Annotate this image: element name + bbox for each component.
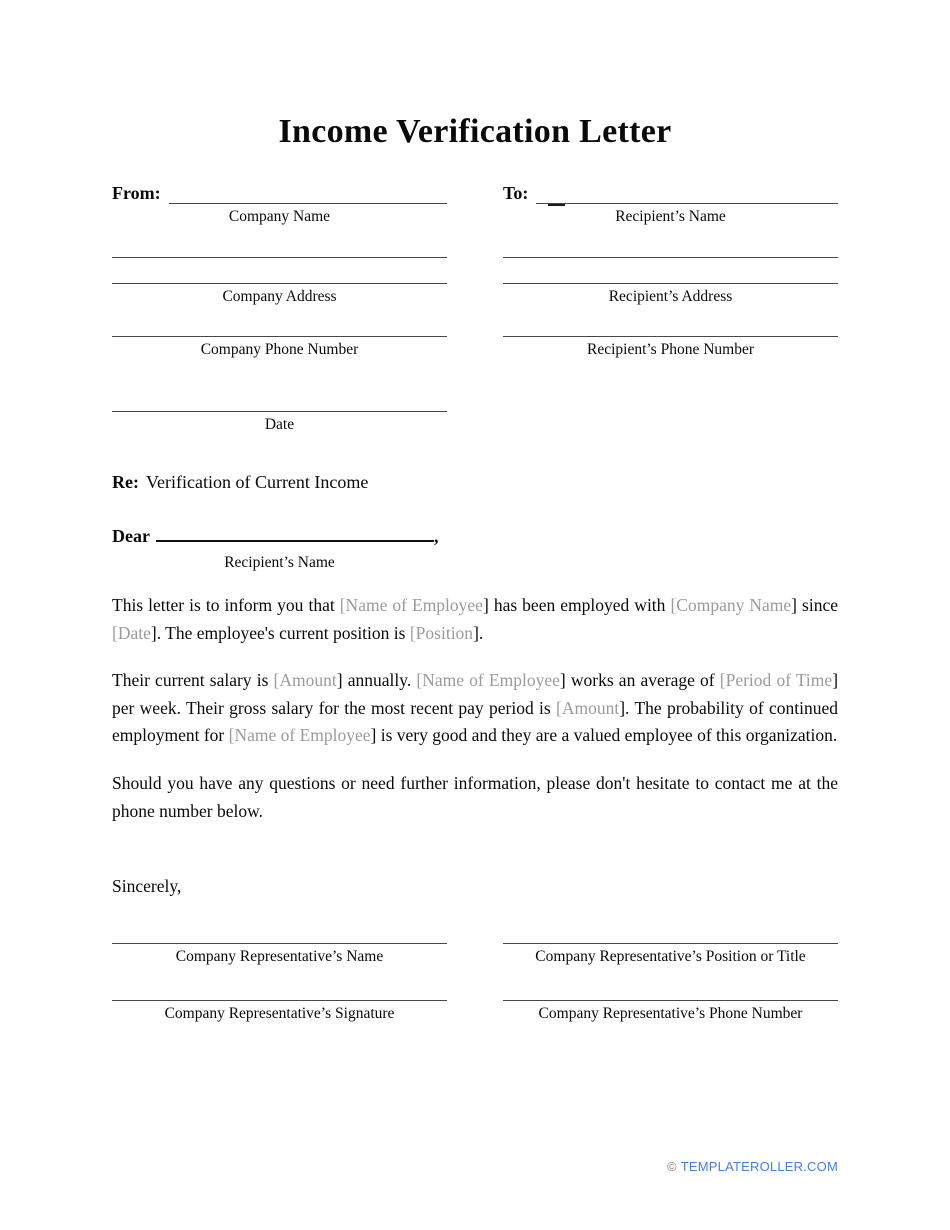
paragraph-salary: Their current salary is [Amount] annually. [Name of Employee] works an average of [Period of Time] per week. Their gross salary for the most recent pay period is [Amount]. The probability of continued employment for [Name of Employee] is very good and they are a valued employee of this organization.	[112, 670, 839, 746]
recipient-address-caption: Recipient’s Address	[608, 288, 733, 305]
date-line	[112, 359, 447, 412]
copyright-symbol: ©	[666, 1159, 677, 1174]
rep-position-field	[503, 941, 838, 966]
rep-position-line	[503, 941, 838, 944]
address-block	[112, 182, 838, 434]
from-row	[112, 182, 447, 204]
company-phone-caption: Company Phone Number	[200, 341, 359, 358]
rep-signature-line	[112, 998, 447, 1001]
rep-position-caption: Company Representative’s Position or Title	[535, 948, 806, 966]
date-caption: Date	[264, 416, 295, 433]
rep-signature-caption: Company Representative’s Signature	[164, 1005, 395, 1023]
recipient-address-line-2	[503, 258, 838, 284]
salutation-blank-line	[156, 540, 434, 542]
rep-signature-field	[112, 998, 447, 1023]
footer	[667, 1159, 838, 1174]
paragraph-contact: Should you have any questions or need further information, please don't hesitate to contact me at the phone number below.	[112, 772, 838, 821]
company-name-line	[169, 181, 447, 204]
recipient-address-line-1	[503, 226, 838, 258]
from-column	[112, 182, 447, 434]
company-phone-line	[112, 306, 447, 337]
rep-phone-caption: Company Representative’s Phone Number	[538, 1005, 803, 1023]
signature-row-2	[112, 998, 838, 1023]
to-row	[503, 182, 838, 204]
company-address-caption: Company Address	[222, 288, 337, 305]
salutation-caption: Recipient’s Name	[224, 554, 335, 571]
to-column	[503, 182, 838, 434]
re-line	[112, 470, 838, 494]
company-address-line-1	[112, 226, 447, 258]
templateroller-link[interactable]: TEMPLATEROLLER.COM	[680, 1159, 838, 1174]
rep-phone-field	[503, 998, 838, 1023]
rep-name-line	[112, 941, 447, 944]
rep-name-caption: Company Representative’s Name	[175, 948, 384, 966]
rep-name-field	[112, 941, 447, 966]
closing-text: Sincerely,	[112, 876, 182, 897]
rep-phone-line	[503, 998, 838, 1001]
signature-row-1	[112, 941, 838, 966]
recipient-name-caption: Recipient’s Name	[615, 208, 726, 225]
salutation-comma: ,	[433, 526, 439, 546]
to-label: To:	[503, 183, 529, 203]
salutation-label: Dear	[112, 526, 150, 546]
company-address-line-2	[112, 258, 447, 284]
recipient-name-line	[536, 181, 838, 204]
bold-underscore-mark	[548, 204, 565, 206]
paragraph-employment: This letter is to inform you that [Name of Employee] has been employed with [Company Name] since [Date]. The employee's current position is [Position].	[112, 595, 838, 643]
re-label: Re:	[112, 472, 139, 492]
re-text: Verification of Current Income	[145, 472, 369, 492]
salutation-row	[112, 524, 838, 550]
from-label: From:	[112, 183, 161, 203]
company-name-caption: Company Name	[228, 208, 331, 225]
page-title: Income Verification Letter	[278, 113, 672, 150]
recipient-phone-line	[503, 306, 838, 337]
recipient-phone-caption: Recipient’s Phone Number	[586, 341, 755, 358]
